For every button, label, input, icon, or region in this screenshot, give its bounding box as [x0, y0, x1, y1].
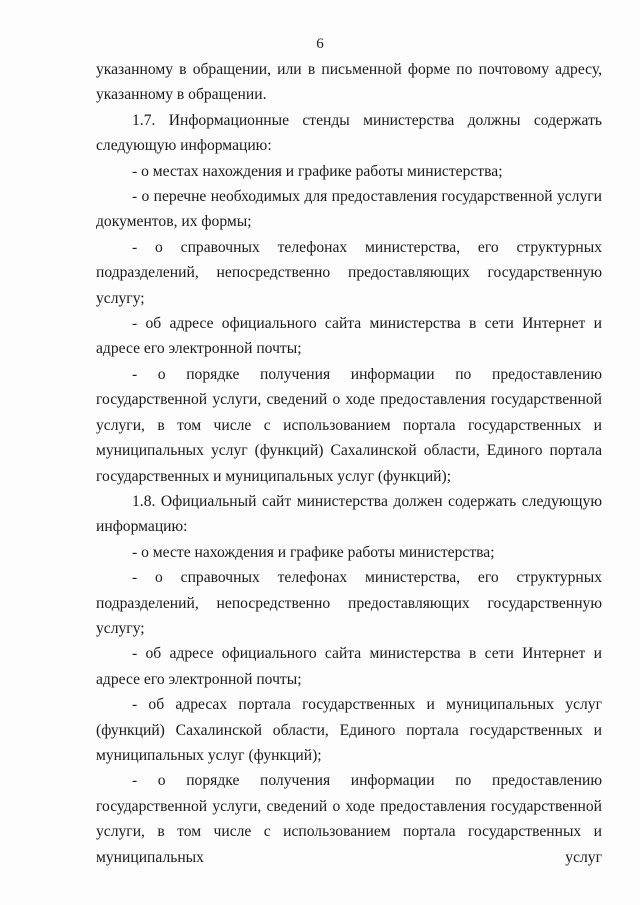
list-item-site-phones: - о справочных телефонах министерства, его структурных подразделений, непосредственно предоставляющих государственную услугу; — [96, 569, 602, 637]
paragraph-continuation: указанному в обращении, или в письменной форме по почтовому адресу, указанному в обращении. — [96, 61, 602, 104]
list-item-site-portals: - об адресах портала государственных и муниципальных услуг (функций) Сахалинской области, Единого портала государственных и муниципальных услуг (функций); — [96, 696, 602, 764]
list-item-stand-documents: - о перечне необходимых для предоставления государственной услуги документов, их формы; — [96, 188, 602, 231]
list-item-stand-website: - об адресе официального сайта министерства в сети Интернет и адресе его электронной почты; — [96, 315, 602, 358]
list-item-site-procedure: - о порядке получения информации по предоставлению государственной услуги, сведений о ходе предоставления государственной услуги, в том числе с использованием портала государственных и муниципальных услуг — [96, 772, 602, 866]
paragraph-section-1-8: 1.8. Официальный сайт министерства должен содержать следующую информацию: — [96, 492, 602, 536]
paragraph-section-1-7: 1.7. Информационные стенды министерства должны содержать следующую информацию: — [96, 111, 602, 155]
list-item-stand-phones: - о справочных телефонах министерства, его структурных подразделений, непосредственно предоставляющих государственную услугу; — [96, 238, 602, 307]
page-number: 6 — [316, 36, 324, 52]
list-item-stand-locations: - о местах нахождения и графике работы министерства; — [132, 162, 503, 180]
document-body — [96, 57, 602, 870]
list-item-stand-procedure: - о порядке получения информации по предоставлению государственной услуги, сведений о ходе предоставления государственной услуги, в том числе с использованием портала государственных и муниципальных услуг (функций) Сахалинской области, Единого портала государственных и муниципальных услуг (функций); — [96, 365, 602, 485]
list-item-site-location: - о месте нахождения и графике работы министерства; — [132, 543, 495, 561]
list-item-site-website: - об адресе официального сайта министерства в сети Интернет и адресе его электронной почты; — [96, 645, 602, 688]
